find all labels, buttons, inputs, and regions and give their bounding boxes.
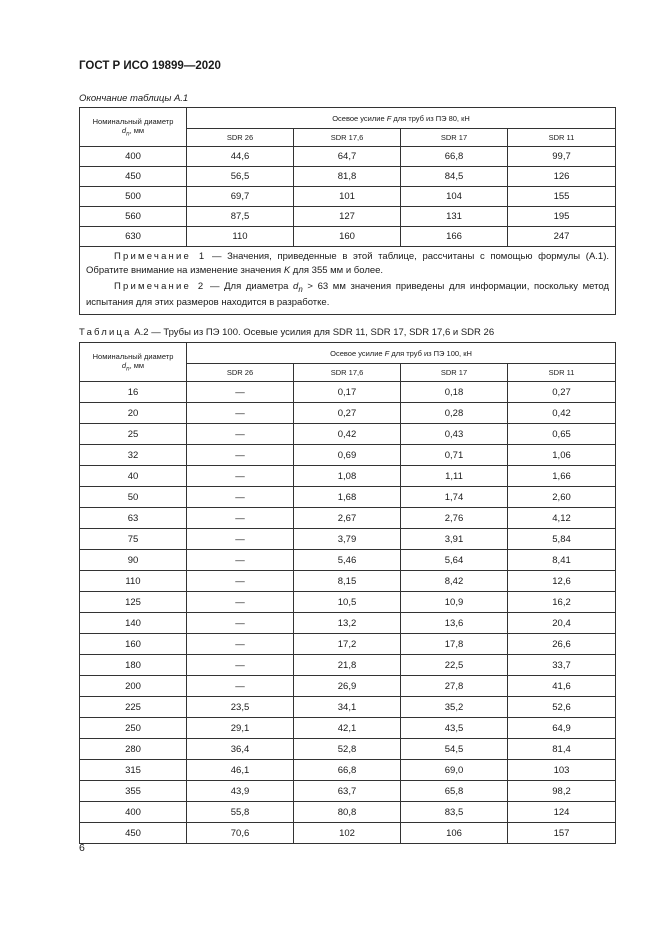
table-row [80, 466, 616, 487]
table1-sub-header: SDR 11 [508, 129, 616, 147]
force-cell: — [187, 445, 294, 466]
table-row [80, 147, 616, 167]
note-1: Примечание 1 — Значения, приведенные в этой таблице, рассчитаны с помощью формулы (А.1). Обратите внимание на изменение значения K для 355 мм и более. [86, 251, 610, 276]
force-cell: 126 [508, 167, 616, 187]
table2-sub-header: SDR 26 [187, 364, 294, 382]
table-row [80, 207, 616, 227]
table-row [80, 424, 616, 445]
page-number: 6 [79, 842, 85, 854]
table-row [80, 613, 616, 634]
table-row [80, 571, 616, 592]
table2-sub-header: SDR 17 [401, 364, 508, 382]
force-cell: 166 [401, 227, 508, 247]
force-cell: 3,79 [294, 529, 401, 550]
force-cell: 83,5 [401, 802, 508, 823]
diameter-cell: 400 [80, 147, 187, 167]
force-cell: — [187, 550, 294, 571]
force-cell: 27,8 [401, 676, 508, 697]
force-cell: 29,1 [187, 718, 294, 739]
force-cell: 35,2 [401, 697, 508, 718]
force-cell: 34,1 [294, 697, 401, 718]
force-cell: 8,42 [401, 571, 508, 592]
force-cell: 4,12 [508, 508, 616, 529]
diameter-cell: 250 [80, 718, 187, 739]
table1-group-header: Осевое усилие F для труб из ПЭ 80, кН [187, 108, 616, 129]
force-cell: 41,6 [508, 676, 616, 697]
diameter-cell: 110 [80, 571, 187, 592]
diameter-cell: 75 [80, 529, 187, 550]
diameter-cell: 50 [80, 487, 187, 508]
force-cell: 33,7 [508, 655, 616, 676]
force-cell: — [187, 676, 294, 697]
force-cell: 3,91 [401, 529, 508, 550]
table-row [80, 550, 616, 571]
force-cell: 66,8 [401, 147, 508, 167]
force-cell: 81,4 [508, 739, 616, 760]
force-cell: 0,27 [508, 382, 616, 403]
force-cell: — [187, 466, 294, 487]
force-cell: 42,1 [294, 718, 401, 739]
force-cell: 2,76 [401, 508, 508, 529]
table-row [80, 739, 616, 760]
force-cell: 101 [294, 187, 401, 207]
force-cell: 43,5 [401, 718, 508, 739]
table2-group-header: Осевое усилие F для труб из ПЭ 100, кН [187, 343, 616, 364]
force-cell: 0,42 [294, 424, 401, 445]
diameter-cell: 90 [80, 550, 187, 571]
table-row [80, 445, 616, 466]
diameter-cell: 315 [80, 760, 187, 781]
force-cell: 5,46 [294, 550, 401, 571]
diameter-cell: 140 [80, 613, 187, 634]
force-cell: 17,8 [401, 634, 508, 655]
document-code: ГОСТ Р ИСО 19899—2020 [79, 60, 221, 72]
table-row [80, 697, 616, 718]
diameter-cell: 450 [80, 167, 187, 187]
force-cell: 1,74 [401, 487, 508, 508]
force-cell: 10,9 [401, 592, 508, 613]
table-a2 [79, 342, 616, 844]
force-cell: 69,7 [187, 187, 294, 207]
force-cell: 0,65 [508, 424, 616, 445]
force-cell: 1,08 [294, 466, 401, 487]
diameter-cell: 630 [80, 227, 187, 247]
force-cell: 0,43 [401, 424, 508, 445]
table1-sub-header: SDR 17 [401, 129, 508, 147]
diameter-cell: 400 [80, 802, 187, 823]
force-cell: 23,5 [187, 697, 294, 718]
force-cell: 22,5 [401, 655, 508, 676]
diameter-cell: 160 [80, 634, 187, 655]
table1-caption: Окончание таблицы А.1 [79, 93, 189, 104]
table2-col-header-diameter: Номинальный диаметр $d_n$, мм [80, 343, 187, 382]
force-cell: 157 [508, 823, 616, 844]
force-cell: — [187, 403, 294, 424]
force-cell: — [187, 571, 294, 592]
force-cell: 0,17 [294, 382, 401, 403]
force-cell: 69,0 [401, 760, 508, 781]
force-cell: — [187, 424, 294, 445]
diameter-cell: 355 [80, 781, 187, 802]
table-row [80, 487, 616, 508]
table1-col-header-diameter: Номинальный диаметр $d_n$, мм [80, 108, 187, 147]
table-row [80, 167, 616, 187]
force-cell: 127 [294, 207, 401, 227]
force-cell: 0,42 [508, 403, 616, 424]
force-cell: 26,9 [294, 676, 401, 697]
diameter-cell: 63 [80, 508, 187, 529]
force-cell: 2,67 [294, 508, 401, 529]
force-cell: 52,6 [508, 697, 616, 718]
force-cell: — [187, 382, 294, 403]
diameter-cell: 125 [80, 592, 187, 613]
force-cell: 5,84 [508, 529, 616, 550]
force-cell: 247 [508, 227, 616, 247]
force-cell: 1,66 [508, 466, 616, 487]
diameter-cell: 16 [80, 382, 187, 403]
table2-sub-header: SDR 11 [508, 364, 616, 382]
force-cell: 102 [294, 823, 401, 844]
force-cell: 10,5 [294, 592, 401, 613]
force-cell: 8,15 [294, 571, 401, 592]
force-cell: 0,69 [294, 445, 401, 466]
force-cell: 124 [508, 802, 616, 823]
table1-sub-header: SDR 26 [187, 129, 294, 147]
force-cell: 17,2 [294, 634, 401, 655]
force-cell: 0,71 [401, 445, 508, 466]
force-cell: 13,6 [401, 613, 508, 634]
force-cell: 54,5 [401, 739, 508, 760]
force-cell: 66,8 [294, 760, 401, 781]
diameter-cell: 280 [80, 739, 187, 760]
force-cell: 63,7 [294, 781, 401, 802]
table-row [80, 227, 616, 247]
force-cell: 44,6 [187, 147, 294, 167]
force-cell: — [187, 529, 294, 550]
table1-notes [80, 247, 616, 315]
diameter-cell: 560 [80, 207, 187, 227]
force-cell: 16,2 [508, 592, 616, 613]
force-cell: 13,2 [294, 613, 401, 634]
force-cell: 131 [401, 207, 508, 227]
table-a1 [79, 107, 616, 315]
force-cell: 20,4 [508, 613, 616, 634]
force-cell: 55,8 [187, 802, 294, 823]
table-row [80, 718, 616, 739]
force-cell: 64,7 [294, 147, 401, 167]
force-cell: 1,11 [401, 466, 508, 487]
table-row [80, 781, 616, 802]
force-cell: 98,2 [508, 781, 616, 802]
force-cell: 0,27 [294, 403, 401, 424]
force-cell: 160 [294, 227, 401, 247]
diameter-cell: 500 [80, 187, 187, 207]
table-row [80, 655, 616, 676]
force-cell: 46,1 [187, 760, 294, 781]
force-cell: 103 [508, 760, 616, 781]
note-2: Примечание 2 — Для диаметра $d_n > 63$ мм значения приведены для информации, поскольку метод испытания для этих размеров находится в разработке. [86, 281, 609, 309]
force-cell: 12,6 [508, 571, 616, 592]
diameter-cell: 180 [80, 655, 187, 676]
force-cell: 81,8 [294, 167, 401, 187]
diameter-cell: 40 [80, 466, 187, 487]
force-cell: — [187, 634, 294, 655]
table1-sub-header: SDR 17,6 [294, 129, 401, 147]
force-cell: — [187, 487, 294, 508]
force-cell: 80,8 [294, 802, 401, 823]
force-cell: 1,06 [508, 445, 616, 466]
force-cell: 8,41 [508, 550, 616, 571]
force-cell: — [187, 613, 294, 634]
table-row [80, 802, 616, 823]
table-row [80, 823, 616, 844]
force-cell: 87,5 [187, 207, 294, 227]
force-cell: 21,8 [294, 655, 401, 676]
table-row [80, 187, 616, 207]
force-cell: 0,28 [401, 403, 508, 424]
table-row [80, 382, 616, 403]
force-cell: 65,8 [401, 781, 508, 802]
force-cell: 104 [401, 187, 508, 207]
force-cell: 64,9 [508, 718, 616, 739]
force-cell: 84,5 [401, 167, 508, 187]
diameter-cell: 225 [80, 697, 187, 718]
force-cell: — [187, 655, 294, 676]
force-cell: 43,9 [187, 781, 294, 802]
force-cell: 5,64 [401, 550, 508, 571]
diameter-cell: 20 [80, 403, 187, 424]
force-cell: 195 [508, 207, 616, 227]
force-cell: 52,8 [294, 739, 401, 760]
table-row [80, 760, 616, 781]
force-cell: 155 [508, 187, 616, 207]
force-cell: 1,68 [294, 487, 401, 508]
force-cell: 106 [401, 823, 508, 844]
table-row [80, 592, 616, 613]
diameter-cell: 450 [80, 823, 187, 844]
table-row [80, 676, 616, 697]
force-cell: 110 [187, 227, 294, 247]
force-cell: 2,60 [508, 487, 616, 508]
diameter-cell: 25 [80, 424, 187, 445]
table-row [80, 508, 616, 529]
force-cell: 0,18 [401, 382, 508, 403]
force-cell: 56,5 [187, 167, 294, 187]
table-row [80, 634, 616, 655]
table-row [80, 403, 616, 424]
table2-sub-header: SDR 17,6 [294, 364, 401, 382]
table-row [80, 529, 616, 550]
force-cell: — [187, 508, 294, 529]
table2-caption: Таблица А.2 — Трубы из ПЭ 100. Осевые усилия для SDR 11, SDR 17, SDR 17,6 и SDR 26 [79, 327, 495, 338]
diameter-cell: 200 [80, 676, 187, 697]
force-cell: — [187, 592, 294, 613]
diameter-cell: 32 [80, 445, 187, 466]
force-cell: 36,4 [187, 739, 294, 760]
force-cell: 26,6 [508, 634, 616, 655]
force-cell: 70,6 [187, 823, 294, 844]
force-cell: 99,7 [508, 147, 616, 167]
